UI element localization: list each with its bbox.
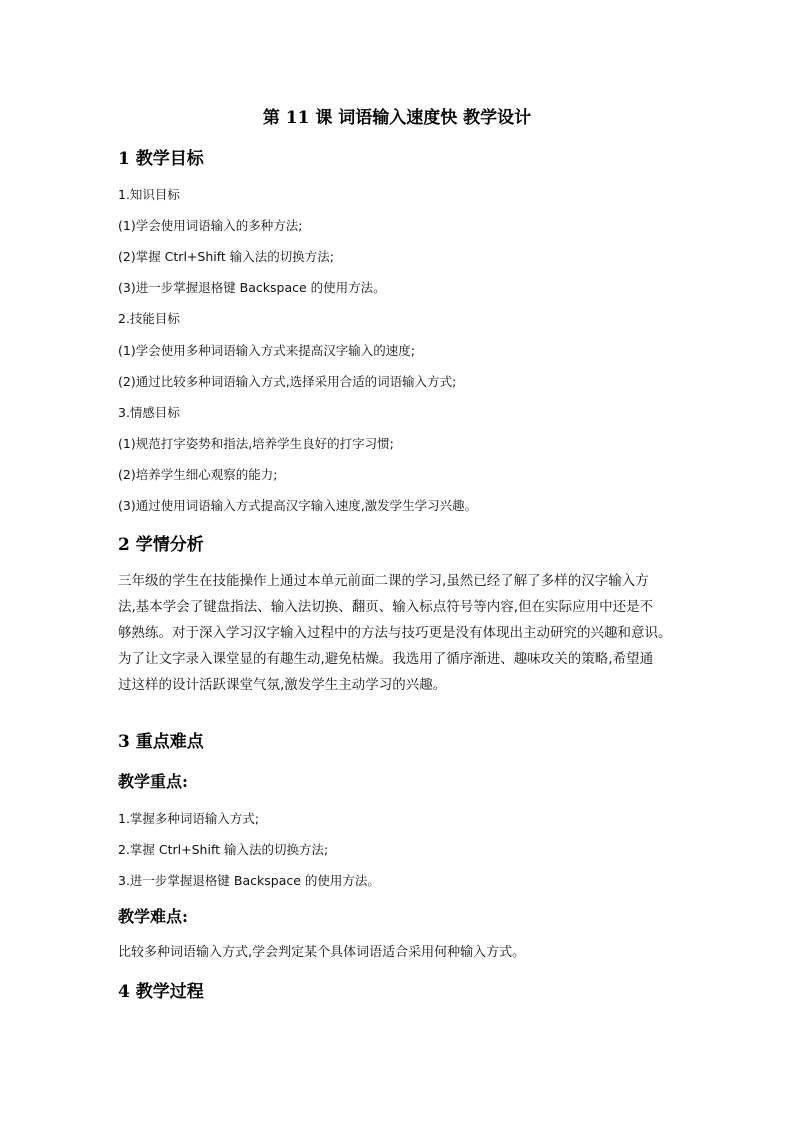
paragraph-line: 为了让文字录入课堂显的有趣生动,避免枯燥。我选用了循序渐进、趣味攻关的策略,希望通 — [118, 651, 654, 667]
goal-line: (1)学会使用多种词语输入方式来提高汉字输入的速度; — [118, 343, 415, 358]
goal-line: (1)规范打字姿势和指法,培养学生良好的打字习惯; — [118, 436, 394, 451]
paragraph-line: 法,基本学会了键盘指法、输入法切换、翻页、输入标点符号等内容,但在实际应用中还是不 — [118, 599, 654, 615]
subheading-key-points: 教学重点: — [118, 772, 188, 791]
goal-line: (3)通过使用词语输入方式提高汉字输入速度,激发学生学习兴趣。 — [118, 498, 478, 513]
goal-line: (2)掌握 Ctrl+Shift 输入法的切换方法; — [118, 249, 334, 264]
section-heading-teaching-goals: 1 教学目标 — [118, 149, 204, 169]
section-heading-student-analysis: 2 学情分析 — [118, 535, 204, 555]
goal-line: 2.技能目标 — [118, 311, 180, 326]
goal-line: (2)培养学生细心观察的能力; — [118, 467, 278, 482]
goal-line: 1.知识目标 — [118, 187, 180, 202]
student-analysis-paragraph — [118, 568, 688, 698]
key-point-line: 1.掌握多种词语输入方式; — [118, 811, 260, 826]
section-heading-key-difficult-points: 3 重点难点 — [118, 732, 204, 752]
key-point-line: 3.进一步掌握退格键 Backspace 的使用方法。 — [118, 873, 380, 888]
paragraph-line: 够熟练。对于深入学习汉字输入过程中的方法与技巧更是没有体现出主动研究的兴趣和意识。 — [118, 625, 672, 641]
subheading-difficulties: 教学难点: — [118, 907, 188, 926]
goal-line: (1)学会使用词语输入的多种方法; — [118, 218, 303, 233]
document-title: 第 11 课 词语输入速度快 教学设计 — [262, 108, 532, 128]
difficulty-line: 比较多种词语输入方式,学会判定某个具体词语适合采用何种输入方式。 — [118, 945, 526, 960]
paragraph-line: 三年级的学生在技能操作上通过本单元前面二课的学习,虽然已经了解了多样的汉字输入方 — [118, 573, 649, 589]
goal-line: (2)通过比较多种词语输入方式,选择采用合适的词语输入方式; — [118, 374, 457, 389]
section-heading-teaching-process: 4 教学过程 — [118, 982, 204, 1002]
key-point-line: 2.掌握 Ctrl+Shift 输入法的切换方法; — [118, 842, 329, 857]
goal-line: (3)进一步掌握退格键 Backspace 的使用方法。 — [118, 280, 386, 295]
paragraph-line: 过这样的设计活跃课堂气氛,激发学生主动学习的兴趣。 — [118, 677, 447, 693]
goal-line: 3.情感目标 — [118, 405, 180, 420]
